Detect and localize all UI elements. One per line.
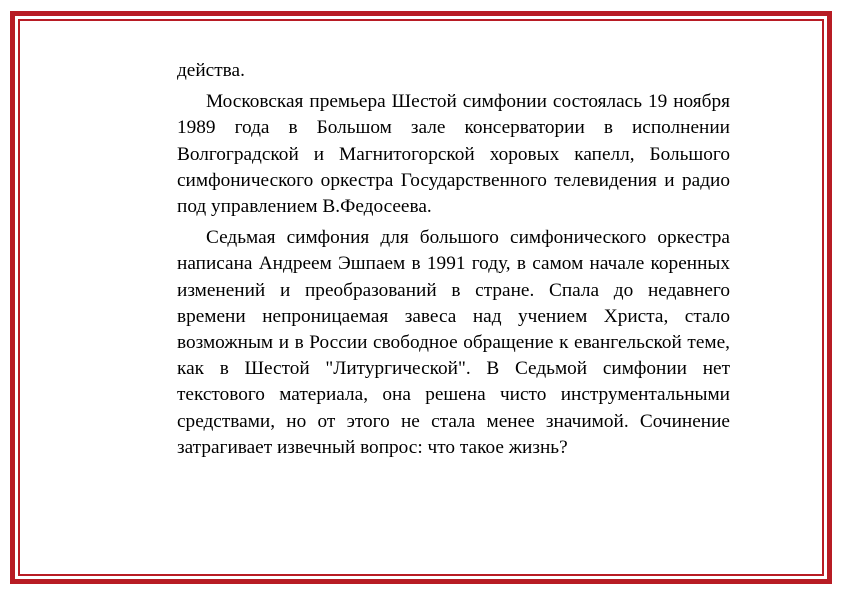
paragraph-sixth-symphony-premiere: Московская премьера Шестой симфонии состоялась 19 ноября 1989 года в Большом зале консерватории в исполнении Волгоградской и Магнитогорской хоровых капелл, Большого симфонического оркестра Государственного телевидения и радио под управлением В.Федосеева. [177, 91, 730, 218]
body-text [177, 58, 730, 466]
paragraph-seventh-symphony: Седьмая симфония для большого симфонического оркестра написана Андреем Эшпаем в 1991 году, в самом начале коренных изменений и преобразований в стране. Спала до недавнего времени непроницаемая завеса над учением Христа, стало возможным и в России свободное обращение к евангельской теме, как в Шестой "Литургической". В Седьмой симфонии нет текстового материала, она решена чисто инструментальными средствами, но от этого не стала менее значимой. Сочинение затрагивает извечный вопрос: что такое жизнь? [177, 227, 730, 458]
paragraph-continuation: действа. [177, 60, 245, 81]
